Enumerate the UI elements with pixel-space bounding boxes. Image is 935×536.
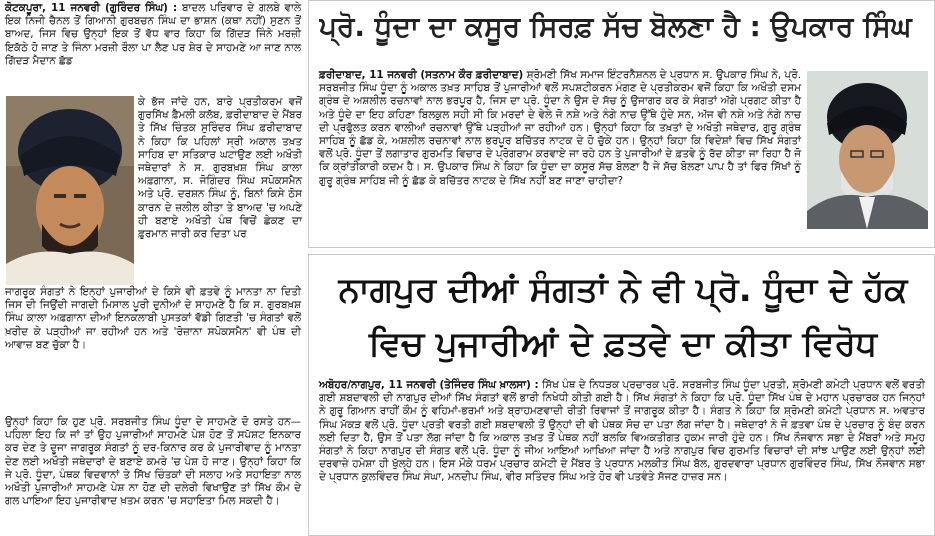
story2-headline: ਨਾਗਪੁਰ ਦੀਆਂ ਸੰਗਤਾਂ ਨੇ ਵੀ ਪ੍ਰੋ. ਧੂੰਦਾ ਦੇ ਹੱਕ ਵਿਚ ਪੁਜਾਰੀਆਂ ਦੇ ਫ਼ਤਵੇ ਦਾ ਕੀਤਾ ਵਿਰੋਧ [338, 270, 908, 364]
portrait-photo-upkar-singh [807, 71, 928, 229]
story2-body [319, 379, 925, 485]
story-upkar-singh [308, 0, 935, 248]
left-article-wrap-text: ਕੇ ਭੱਜ ਜਾਂਦੇ ਹਨ, ਬਾਰੇ ਪ੍ਰਤੀਕਰਮ ਵਜੋਂ ਗੁਰਸਿੱਖ ਫ਼ੈਮਲੀ ਕਲੱਬ, ਫ਼ਰੀਦਾਬਾਦ ਦੇ ਮੈਂਬਰ ਤੇ ਸਿੱਖ ਚਿੰਤਕ ਸੁਰਿੰਦਰ ਸਿੰਘ ਫ਼ਰੀਦਾਬਾਦ ਨੇ ਕਿਹਾ ਕਿ ਪਹਿਲਾਂ ਸ੍ਰੀ ਅਕਾਲ ਤਖ਼ਤ ਸਾਹਿਬ ਦਾ ਸਤਿਕਾਰ ਘਟਾਉਣ ਲਈ ਅਖੌਤੀ ਜਥੇਦਾਰਾਂ ਨੇ ਸ. ਗੁਰਬਖ਼ਸ਼ ਸਿੰਘ ਕਾਲਾ ਅਫ਼ਗਾਨਾ, ਸ. ਜੋਗਿੰਦਰ ਸਿੰਘ ਸਪੋਕਸਮੈਨ ਅਤੇ ਪ੍ਰੋ. ਦਰਸ਼ਨ ਸਿੰਘ ਨੂੰ, ਬਿਨਾਂ ਕਿਸੇ ਠੋਸ ਕਾਰਨ ਦੇ ਜ਼ਲੀਲ ਕੀਤਾ ਤੇ ਬਾਅਦ 'ਚ ਅਪਣੇ ਹੀ ਬਣਾਏ ਅਖੌਤੀ ਪੰਥ ਵਿਚੋਂ ਛੇਕਣ ਦਾ ਫ਼ੁਰਮਾਨ ਜਾਰੀ ਕਰ ਦਿਤਾ ਪਰ [138, 96, 302, 241]
story1-headline: ਪ੍ਰੋ. ਧੂੰਦਾ ਦਾ ਕਸੂਰ ਸਿਰਫ਼ ਸੱਚ ਬੋਲਣਾ ਹੈ : ਉਪਕਾਰ ਸਿੰਘ [319, 10, 912, 43]
portrait-photo-surinder-singh [6, 96, 134, 285]
story1-body [319, 69, 801, 188]
left-article-intro [5, 2, 301, 68]
right-column [308, 0, 935, 536]
story-nagpur-sangat [308, 254, 935, 536]
left-article-continued: ਜਾਗਰੂਕ ਸੰਗਤਾਂ ਨੇ ਇਨ੍ਹਾਂ ਪੁਜਾਰੀਆਂ ਦੇ ਕਿਸੇ ਵੀ ਫ਼ਤਵੇ ਨੂੰ ਮਾਨਤਾ ਨਾ ਦਿਤੀ ਜਿਸ ਦੀ ਜਿਉਂਦੀ ਜਾਗਦੀ ਮਿਸਾਲ ਪੂਰੀ ਦੁਨੀਆਂ ਦੇ ਸਾਹਮਣੇ ਹੈ ਕਿ ਸ. ਗੁਰਬਖ਼ਸ਼ ਸਿੰਘ ਕਾਲਾ ਅਫ਼ਗਾਨਾ ਦੀਆਂ ਇਨਕਲਾਬੀ ਪੁਸਤਕਾਂ ਵੱਡੀ ਗਿਣਤੀ 'ਚ ਸੰਗਤਾਂ ਵਲੋਂ ਖ਼ਰੀਦ ਕੇ ਪੜ੍ਹੀਆਂ ਜਾ ਰਹੀਆਂ ਹਨ ਅਤੇ 'ਰੋਜ਼ਾਨਾ ਸਪੋਕਸਮੈਨ' ਵੀ ਪੰਥ ਦੀ ਆਵਾਜ਼ ਬਣ ਚੁੱਕਾ ਹੈ। [5, 286, 301, 351]
left-column-article [0, 0, 305, 536]
story1-dateline: ਫ਼ਰੀਦਾਬਾਦ, 11 ਜਨਵਰੀ (ਸਤਨਾਮ ਕੌਰ ਫ਼ਰੀਦਾਬਾਦ) [319, 69, 524, 81]
left-article-tail: ਉਨ੍ਹਾਂ ਕਿਹਾ ਕਿ ਹੁਣ ਪ੍ਰੋ. ਸਰਬਜੀਤ ਸਿੰਘ ਧੂੰਦਾ ਦੇ ਸਾਹਮਣੇ ਦੋ ਰਸਤੇ ਹਨ—ਪਹਿਲਾ ਇਹ ਕਿ ਜਾਂ ਤਾਂ ਉਹ ਪੁਜਾਰੀਆਂ ਸਾਹਮਣੇ ਪੇਸ਼ ਹੋਣ ਤੋਂ ਸਪੱਸ਼ਟ ਇਨਕਾਰ ਕਰ ਦੇਣ ਤੇ ਦੂਜਾ ਜਾਗਰੂਕ ਸੰਗਤਾਂ ਨੂੰ ਦਰ-ਕਿਨਾਰ ਕਰ ਕੇ ਪੁਜਾਰੀਵਾਦ ਨੂੰ ਮਾਨਤਾ ਦੇਣ ਲਈ ਅਖੌਤੀ ਜਥੇਦਾਰਾਂ ਦੇ ਬਣਾਏ ਕਮਰੇ 'ਚ ਪੇਸ਼ ਹੋ ਜਾਣ। ਉਨ੍ਹਾਂ ਕਿਹਾ ਕਿ ਜੇ ਪ੍ਰੋ. ਧੂੰਦਾ, ਪੰਥਕ ਵਿਦਵਾਨਾਂ ਤੇ ਸਿੱਖ ਚਿੰਤਕਾਂ ਦੀ ਸਲਾਹ ਅਤੇ ਸਹਾਇਤਾ ਨਾਲ ਅਖੌਤੀ ਪੁਜਾਰੀਆਂ ਸਾਹਮਣੇ ਪੇਸ਼ ਨਾ ਹੋਣ ਦੀ ਦਲੇਰੀ ਵਿਖਾਉਣ ਤਾਂ ਸਿੱਖ ਕੌਮ ਦੇ ਗਲ ਪਾਇਆ ਇਹ ਪੁਜਾਰੀਵਾਦ ਖ਼ਤਮ ਕਰਨ 'ਚ ਸਹਾਇਤਾ ਮਿਲ ਸਕਦੀ ਹੈ। [5, 416, 301, 508]
story2-dateline: ਅਬੋਹਰ/ਨਾਗਪੁਰ, 11 ਜਨਵਰੀ (ਤੇਜਿੰਦਰ ਸਿੰਘ ਖ਼ਾਲਸਾ) : [319, 379, 539, 391]
left-article-intro-text: ਬਾਦਲ ਪਰਿਵਾਰ ਦੇ ਗਲਬੇ ਵਾਲੇ ਇਕ ਨਿਜੀ ਚੈਨਲ ਤੋਂ ਗਿਆਨੀ ਗੁਰਬਚਨ ਸਿੰਘ ਦਾ ਭਾਸ਼ਨ (ਕਥਾ ਨਹੀਂ) ਸੁਣਨ ਤੋਂ ਬਾਅਦ, ਜਿਸ ਵਿਚ ਉਨ੍ਹਾਂ ਇਕ ਤੋਂ ਵੱਧ ਵਾਰ ਕਿਹਾ ਕਿ ਗਿੱਦੜ ਜਿੰਨੇ ਮਰਜ਼ੀ ਇਕੱਠੇ ਹੋ ਜਾਣ ਤੇ ਜਿੰਨਾ ਮਰਜ਼ੀ ਰੌਲਾ ਪਾ ਲੈਣ ਪਰ ਸ਼ੇਰ ਦੇ ਸਾਹਮਣੇ ਆ ਜਾਣ ਨਾਲ ਗਿੱਦੜ ਮੈਦਾਨ ਛੱਡ [5, 2, 301, 67]
portrait-photo-graphic [807, 71, 928, 229]
story1-body-text: ਸ਼੍ਰੋਮਣੀ ਸਿੱਖ ਸਮਾਜ ਇੰਟਰਨੈਸ਼ਨਲ ਦੇ ਪ੍ਰਧਾਨ ਸ. ਉਪਕਾਰ ਸਿੰਘ ਨੇ, ਪ੍ਰੋ. ਸਰਬਜੀਤ ਸਿੰਘ ਧੂੰਦਾ ਨੂੰ ਅਕਾਲ ਤਖ਼ਤ ਸਾਹਿਬ ਤੋਂ ਪੁਜਾਰੀਆਂ ਵਲੋਂ ਸਪਸ਼ਟੀਕਰਨ ਮੰਗਣ ਦੇ ਪ੍ਰਤੀਕਰਮ ਵਜੋਂ ਕਿਹਾ ਕਿ ਅਖੌਤੀ ਦਸਮ ਗ੍ਰੰਥ ਦੇ ਅਸ਼ਲੀਲ ਰਚਨਾਵਾਂ ਨਾਲ ਭਰਪੂਰ ਹੈ, ਜਿਸ ਦਾ ਪ੍ਰੋ. ਧੂੰਦਾ ਨੇ ਉਸ ਦੇ ਸੱਚ ਨੂੰ ਉਜਾਗਰ ਕਰ ਕੇ ਸੰਗਤਾਂ ਅੱਗੇ ਪ੍ਰਗਟ ਕੀਤਾ ਹੈ ਅਤੇ ਧੂੰਦੇ ਦਾ ਇਹ ਕਹਿਣਾ ਬਿਲਕੁਲ ਸਹੀ ਸੀ ਕਿ ਮਰਦਾਂ ਦੇ ਵੇਲੇ ਜੋ ਨਸ਼ੇ ਅਤੇ ਨੰਗੇ ਨਾਚ ਉੱਥੇ ਹੁੰਦੇ ਸਨ, ਅੱਜ ਵੀ ਨਸ਼ੇ ਅਤੇ ਨੰਗੇ ਨਾਚ ਦੀ ਪ੍ਰਫੁੱਲਤ ਕਰਨ ਵਾਲੀਆਂ ਰਚਨਾਵਾਂ ਉੱਥੇ ਪੜ੍ਹੀਆਂ ਜਾ ਰਹੀਆਂ ਹਨ। ਉਨ੍ਹਾਂ ਕਿਹਾ ਕਿ ਤਖ਼ਤਾਂ ਦੇ ਅਖੌਤੀ ਜਥੇਦਾਰ, ਗੁਰੂ ਗ੍ਰੰਥ ਸਾਹਿਬ ਨੂੰ ਛੱਡ ਕੇ, ਅਸ਼ਲੀਲ ਰਚਨਾਵਾਂ ਨਾਲ ਭਰਪੂਰ ਬਚਿੱਤਰ ਨਾਟਕ ਦੇ ਹੋ ਚੁੱਕੇ ਹਨ। ਉਨ੍ਹਾਂ ਕਿਹਾ ਕਿ ਵਿਦੇਸ਼ਾਂ ਵਿਚ ਸਿੱਖ ਸੰਗਤਾਂ ਵਲੋਂ ਪ੍ਰੋ. ਧੂੰਦਾ ਤੋਂ ਲਗਾਤਾਰ ਗੁਰਮਤਿ ਵਿਚਾਰ ਦੇ ਪ੍ਰੋਗਰਾਮ ਕਰਵਾਏ ਜਾ ਰਹੇ ਹਨ ਤੇ ਪੁਜਾਰੀਆਂ ਦੇ ਫ਼ਤਵੇ ਨੂੰ ਰੱਦ ਕੀਤਾ ਜਾ ਰਿਹਾ ਹੈ ਜੋ ਕਿ ਕ੍ਰਾਂਤੀਕਾਰੀ ਕਦਮ ਹੈ। ਸ. ਉਪਕਾਰ ਸਿੰਘ ਨੇ ਕਿਹਾ ਕਿ ਧੂੰਦਾ ਦਾ ਕਸੂਰ ਸੱਚ ਬੋਲਣਾ ਹੈ ਜੇ ਸੱਚ ਬੋਲਣਾ ਪਾਪ ਹੈ ਤਾਂ ਫਿਰ ਸਿੱਖਾਂ ਨੂੰ ਗੁਰੂ ਗ੍ਰੰਥ ਸਾਹਿਬ ਜੀ ਨੂੰ ਛੱਡ ਕੇ ਬਚਿੱਤਰ ਨਾਟਕ ਦੇ ਸਿੱਖ ਨਹੀਂ ਬਣ ਜਾਣਾ ਚਾਹੀਦਾ? [319, 69, 802, 187]
left-article-dateline: ਕੋਟਕਪੂਰਾ, 11 ਜਨਵਰੀ (ਗੁਰਿੰਦਰ ਸਿੰਘ) : [5, 2, 178, 14]
portrait-photo-graphic [6, 96, 134, 285]
story2-body-text: ਸਿੱਖ ਪੰਥ ਦੇ ਨਿਧੜਕ ਪ੍ਰਚਾਰਕ ਪ੍ਰੋ. ਸਰਬਜੀਤ ਸਿੰਘ ਧੂੰਦਾ ਪ੍ਰਤੀ, ਸ਼੍ਰੋਮਣੀ ਕਮੇਟੀ ਪ੍ਰਧਾਨ ਵਲੋਂ ਵਰਤੀ ਗਈ ਸ਼ਬਦਾਵਲੀ ਦੀ ਨਾਗਪੁਰ ਦੀਆਂ ਸਿੱਖ ਸੰਗਤਾਂ ਵਲੋਂ ਭਾਰੀ ਨਿਖੇਧੀ ਕੀਤੀ ਗਈ ਹੈ। ਸਿੱਖ ਸੰਗਤਾਂ ਨੇ ਕਿਹਾ ਕਿ ਪ੍ਰੋ. ਧੂੰਦਾ ਸਿੱਖ ਪੰਥ ਦੇ ਮਹਾਨ ਪ੍ਰਚਾਰਕ ਹਨ ਜਿਨ੍ਹਾਂ ਨੇ ਗੁਰੂ ਗਿਆਨ ਰਾਹੀਂ ਕੌਮ ਨੂੰ ਵਹਿਮਾਂ-ਭਰਮਾਂ ਅਤੇ ਬ੍ਰਾਹਮਣਵਾਦੀ ਰੀਤੀ ਰਿਵਾਜਾਂ ਤੋਂ ਜਾਗਰੂਕ ਕੀਤਾ ਹੈ। ਸੰਗਤ ਨੇ ਕਿਹਾ ਕਿ ਸ਼੍ਰੋਮਣੀ ਕਮੇਟੀ ਪ੍ਰਧਾਨ ਸ. ਅਵਤਾਰ ਸਿੰਘ ਮੱਕੜ ਵਲੋਂ ਪ੍ਰੋ. ਧੂੰਦਾ ਪ੍ਰਤੀ ਵਰਤੀ ਗਈ ਸ਼ਬਦਾਵਲੀ ਤੋਂ ਉਨ੍ਹਾਂ ਦੀ ਵੀ ਪੰਥਕ ਸੋਚ ਦਾ ਪਤਾ ਲੱਗ ਜਾਂਦਾ ਹੈ। ਜਥੇਦਾਰਾਂ ਨੇ ਜੋ ਫ਼ਤਵਾ ਪੰਥ ਦੇ ਪ੍ਰਚਾਰ ਨੂੰ ਬੰਦ ਕਰਨ ਲਈ ਦਿਤਾ ਹੈ, ਉਸ ਤੋਂ ਪਤਾ ਲੱਗ ਜਾਂਦਾ ਹੈ ਕਿ ਅਕਾਲ ਤਖ਼ਤ ਤੋਂ ਪੰਥਕ ਨਹੀਂ ਬਲਕਿ ਵਿਅਕਤੀਗਤ ਹੁਕਮ ਜਾਰੀ ਹੁੰਦੇ ਹਨ। ਸਿੱਖ ਨੌਜਵਾਨ ਸਭਾ ਦੇ ਮੈਂਬਰਾਂ ਅਤੇ ਸਮੂਹ ਸੰਗਤਾਂ ਨੇ ਕਿਹਾ ਨਾਗਪੁਰ ਦੀ ਸੰਗਤ ਵਲੋਂ ਪ੍ਰੋ. ਧੂੰਦਾ ਨੂੰ ਜੀਅ ਆਇਆਂ ਆਖਿਆ ਜਾਂਦਾ ਹੈ ਅਤੇ ਨਾਗਪੁਰ ਵਿਚ ਗੁਰਮਤਿ ਵਿਚਾਰਾਂ ਦੀ ਸਾਂਝ ਪਾਉਣ ਲਈ ਉਨ੍ਹਾਂ ਲਈ ਦਰਵਾਜ਼ੇ ਹਮੇਸ਼ਾ ਹੀ ਖੁੱਲ੍ਹੇ ਹਨ। ਇਸ ਮੌਕੇ ਧਰਮ ਪ੍ਰਚਾਰ ਕਮੇਟੀ ਦੇ ਮੈਂਬਰ ਤੇ ਪ੍ਰਧਾਨ ਮਲਕੀਤ ਸਿੰਘ ਬੱਲ, ਗੁਰਦਵਾਰਾ ਪ੍ਰਧਾਨ ਗੁਰਵਿੰਦਰ ਸਿੰਘ, ਸਿੱਖ ਨੌਜਵਾਨ ਸਭਾ ਦੇ ਪ੍ਰਧਾਨ ਕੁਲਵਿੰਦਰ ਸਿੰਘ ਸੰਘਾ, ਮਨਦੀਪ ਸਿੰਘ, ਵੀਰ ਸਤਿੰਦਰ ਸਿੰਘ ਅਤੇ ਹੋਰ ਵੀ ਪਤਵੰਤੇ ਸੱਜਣ ਹਾਜ਼ਰ ਸਨ। [319, 379, 925, 484]
